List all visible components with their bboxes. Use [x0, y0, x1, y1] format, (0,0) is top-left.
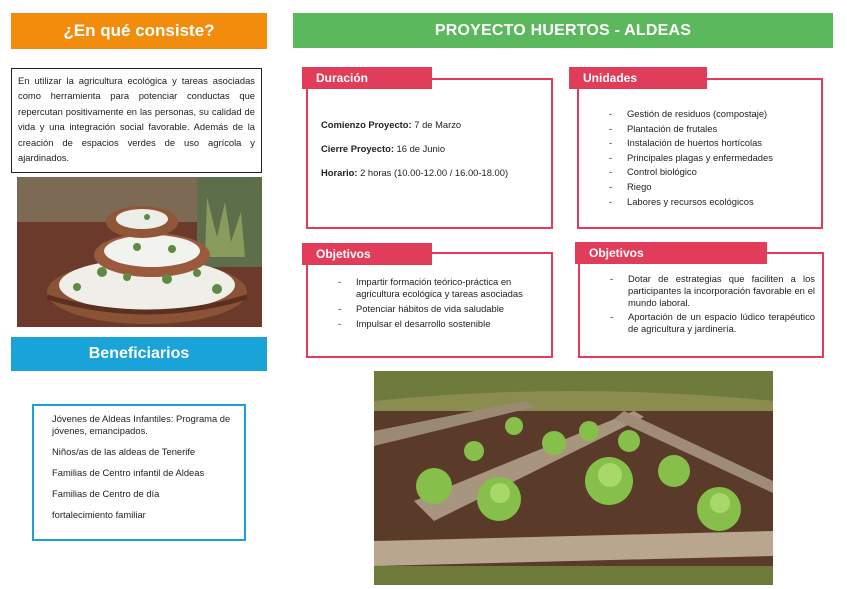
beneficiarios-header	[11, 337, 267, 371]
objetivos-title-1: Objetivos	[316, 247, 371, 261]
objetivos-list-1	[338, 276, 546, 333]
cierre-line	[321, 143, 445, 154]
horario-line	[321, 167, 508, 178]
horario-label: Horario:	[321, 167, 358, 178]
objetivos-card-2	[578, 252, 824, 358]
unidades-title: Unidades	[583, 71, 638, 85]
objetivos-list-2	[610, 273, 815, 337]
proyecto-title: PROYECTO HUERTOS - ALDEAS	[434, 21, 692, 39]
list-item: - Principales plagas y enfermedades	[609, 152, 809, 164]
cierre-value: 16 de Junio	[393, 143, 446, 154]
comienzo-value: 7 de Marzo	[411, 119, 462, 130]
list-item: - Impartir formación teórico-práctica en agricultura ecológica y tareas asociadas	[338, 276, 546, 300]
list-item: - Gestión de residuos (compostaje)	[609, 108, 809, 120]
list-item: - Aportación de un espacio lúdico terapéutico de agricultura y jardinería.	[610, 311, 815, 335]
duracion-tab	[302, 67, 432, 89]
list-item: Niños/as de las aldeas de Tenerife	[52, 446, 196, 457]
objetivos-card-1	[306, 252, 553, 358]
comienzo-line	[321, 119, 461, 130]
comienzo-label: Comienzo Proyecto:	[321, 119, 412, 130]
list-item: - Dotar de estrategias que faciliten a los participantes la incorporación favorable en el mundo laboral.	[610, 273, 815, 309]
list-item: Familias de Centro infantil de Aldeas	[52, 467, 205, 478]
horario-value: 2 horas (10.00-12.00 / 16.00-18.00)	[357, 167, 509, 178]
list-item: - Riego	[609, 181, 809, 193]
list-item: Jóvenes de Aldeas Infantiles: Programa de jóvenes, emancipados.	[52, 413, 231, 436]
spiral-garden-photo	[17, 177, 262, 327]
objetivos-title-2: Objetivos	[589, 246, 644, 260]
duracion-card	[306, 78, 553, 229]
list-item: - Instalación de huertos hortícolas	[609, 137, 809, 149]
list-item: - Labores y recursos ecológicos	[609, 196, 809, 208]
list-item: Familias de Centro de día	[52, 488, 160, 499]
vegetable-garden-photo	[374, 371, 773, 585]
cierre-label: Cierre Proyecto:	[321, 143, 394, 154]
consiste-header	[11, 13, 267, 49]
proyecto-header	[293, 13, 833, 48]
objetivos-tab-2	[575, 242, 767, 264]
unidades-card	[577, 78, 823, 229]
list-item: - Control biológico	[609, 166, 809, 178]
list-item: fortalecimiento familiar	[52, 509, 146, 520]
list-item: - Impulsar el desarrollo sostenible	[338, 318, 546, 330]
list-item: - Potenciar hábitos de vida saludable	[338, 303, 546, 315]
list-item: - Plantación de frutales	[609, 123, 809, 135]
beneficiarios-list	[32, 404, 246, 541]
consiste-title: ¿En qué consiste?	[63, 21, 215, 40]
consiste-description: En utilizar la agricultura ecológica y tareas asociadas como herramienta para potenciar conductas que repercutan positivamente en las personas, su calidad de vida y una integración social favorable. Además de la creación de espacios verdes de uso agrícola y ajardinados.	[11, 68, 262, 173]
beneficiarios-title: Beneficiarios	[88, 345, 190, 362]
unidades-tab	[569, 67, 707, 89]
unidades-list	[609, 108, 809, 210]
duracion-title: Duración	[316, 71, 369, 85]
objetivos-tab-1	[302, 243, 432, 265]
